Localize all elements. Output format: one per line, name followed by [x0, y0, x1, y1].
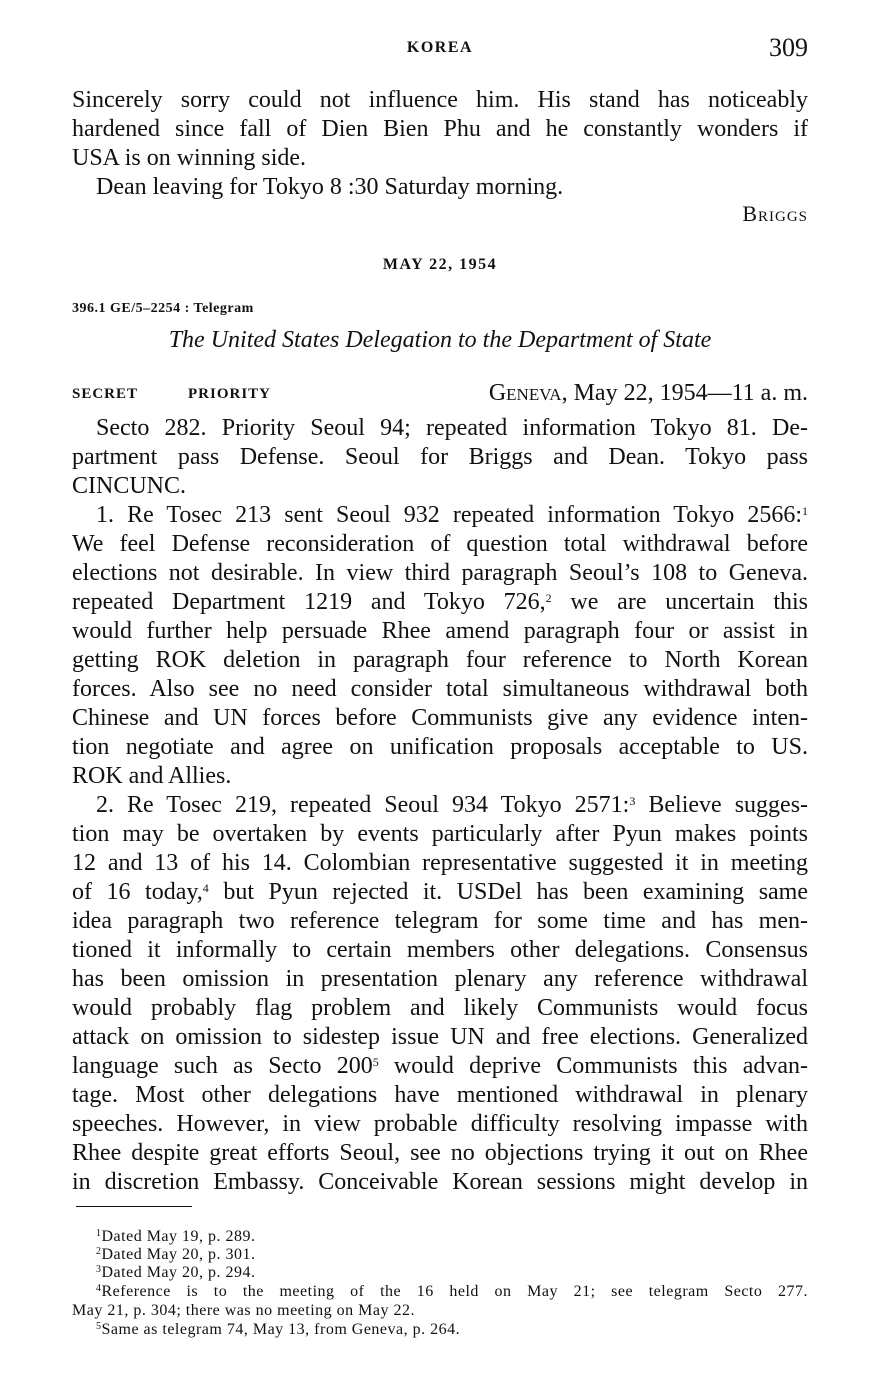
footnote	[72, 1320, 460, 1339]
footnote-text: Dated May 20, p. 294.	[101, 1264, 256, 1281]
footnote-number: 5	[96, 1321, 102, 1332]
paragraph-line: elections not desirable. In view third paragraph Seoul’s 108 to Geneva.	[72, 560, 808, 586]
paragraph-line: forces. Also see no need consider total simultaneous withdrawal both	[72, 676, 808, 702]
paragraph-line: partment pass Defense. Seoul for Briggs and Dean. Tokyo pass	[72, 444, 808, 470]
dateline	[489, 380, 808, 407]
footnote-ref: 3	[629, 794, 636, 808]
paragraph-line: has been omission in presentation plenary any reference withdrawal	[72, 966, 808, 992]
page-number: 309	[769, 33, 808, 62]
footnote	[72, 1282, 808, 1301]
paragraph-line	[72, 878, 808, 907]
footnote-ref: 2	[545, 591, 552, 605]
paragraph-line: Secto 282. Priority Seoul 94; repeated information Tokyo 81. De-	[96, 415, 808, 441]
paragraph-line: idea paragraph two reference telegram for some time and has men-	[72, 908, 808, 934]
line-text: language such as Secto 200	[72, 1053, 373, 1079]
dateline-date: May 22, 1954—11 a. m.	[573, 380, 808, 406]
paragraph-line: 12 and 13 of his 14. Colombian representative suggested it in meeting	[72, 850, 808, 876]
paragraph-line: USA is on winning side.	[72, 145, 307, 171]
paragraph-line: would further help persuade Rhee amend paragraph four or assist in	[72, 618, 808, 644]
paragraph-line: Chinese and UN forces before Communists give any evidence inten-	[72, 705, 808, 731]
dateline-place: Geneva,	[488, 380, 568, 406]
line-text: Believe sugges-	[648, 792, 809, 818]
footnote-ref: 1	[802, 504, 808, 518]
file-reference: 396.1 GE/5–2254 : Telegram	[72, 301, 254, 316]
paragraph-line: CINCUNC.	[72, 473, 187, 499]
paragraph-line: getting ROK deletion in paragraph four reference to North Korean	[72, 647, 808, 673]
line-text: repeated Department 1219 and Tokyo 726,	[72, 589, 546, 615]
classification-secret: SECRET	[72, 386, 139, 402]
footnote-text: Dated May 19, p. 289.	[101, 1228, 256, 1245]
footnote-continuation: May 21, p. 304; there was no meeting on May 22.	[72, 1302, 415, 1319]
running-header: KOREA	[406, 39, 474, 56]
paragraph-line: tioned it informally to certain members other delegations. Consensus	[72, 937, 808, 963]
footnote-number: 1	[96, 1228, 102, 1239]
footnote-text: Dated May 20, p. 301.	[101, 1246, 256, 1263]
paragraph-line: Dean leaving for Tokyo 8 :30 Saturday morning.	[96, 174, 564, 200]
footnote-text: Same as telegram 74, May 13, from Geneva, p. 264.	[101, 1321, 461, 1338]
paragraph-line: We feel Defense reconsideration of question total withdrawal before	[72, 531, 808, 557]
paragraph-line: ROK and Allies.	[72, 763, 232, 789]
line-text: we are uncertain this	[570, 589, 808, 615]
paragraph-line: tage. Most other delegations have mentioned withdrawal in plenary	[72, 1082, 808, 1108]
footnote-divider	[76, 1206, 192, 1207]
line-text: would deprive Communists this advan-	[393, 1053, 809, 1079]
footnote-number: 3	[96, 1264, 102, 1275]
line-text: 2. Re Tosec 219, repeated Seoul 934 Tokyo 2571:	[96, 792, 630, 818]
paragraph-line: Rhee despite great efforts Seoul, see no objections trying it out on Rhee	[72, 1140, 808, 1166]
footnote	[72, 1263, 256, 1282]
date-heading: MAY 22, 1954	[382, 256, 498, 273]
footnote-number: 4	[96, 1283, 102, 1294]
paragraph-line: hardened since fall of Dien Bien Phu and he constantly wonders if	[72, 116, 808, 142]
document-title: The United States Delegation to the Department of State	[168, 327, 712, 353]
paragraph-line: tion may be overtaken by events particularly after Pyun makes points	[72, 821, 808, 847]
signature: Briggs	[742, 201, 808, 226]
paragraph-line: attack on omission to sidestep issue UN and free elections. Generalized	[72, 1024, 808, 1050]
paragraph-line	[72, 1052, 808, 1081]
footnote-ref: 5	[372, 1055, 379, 1069]
footnote	[72, 1245, 256, 1264]
paragraph-line	[72, 501, 808, 530]
line-text: but Pyun rejected it. USDel has been examining same	[223, 879, 809, 905]
footnote	[72, 1227, 256, 1246]
line-text: 1. Re Tosec 213 sent Seoul 932 repeated information Tokyo 2566:	[96, 502, 802, 528]
paragraph-line	[72, 588, 808, 617]
paragraph-line: speeches. However, in view probable difficulty resolving impasse with	[72, 1111, 808, 1137]
paragraph-line	[72, 791, 808, 820]
line-text: of 16 today,	[72, 879, 203, 905]
footnote-number: 2	[96, 1246, 102, 1257]
footnote-ref: 4	[202, 881, 209, 895]
classification-priority: PRIORITY	[188, 386, 272, 402]
paragraph-line: tion negotiate and agree on unification proposals acceptable to US.	[72, 734, 808, 760]
paragraph-line: in discretion Embassy. Conceivable Korean sessions might develop in	[72, 1169, 808, 1195]
footnote-text: Reference is to the meeting of the 16 held on May 21; see telegram Secto 277.	[101, 1283, 808, 1300]
paragraph-line: Sincerely sorry could not influence him. His stand has noticeably	[72, 87, 808, 113]
paragraph-line: would probably flag problem and likely Communists would focus	[72, 995, 808, 1021]
